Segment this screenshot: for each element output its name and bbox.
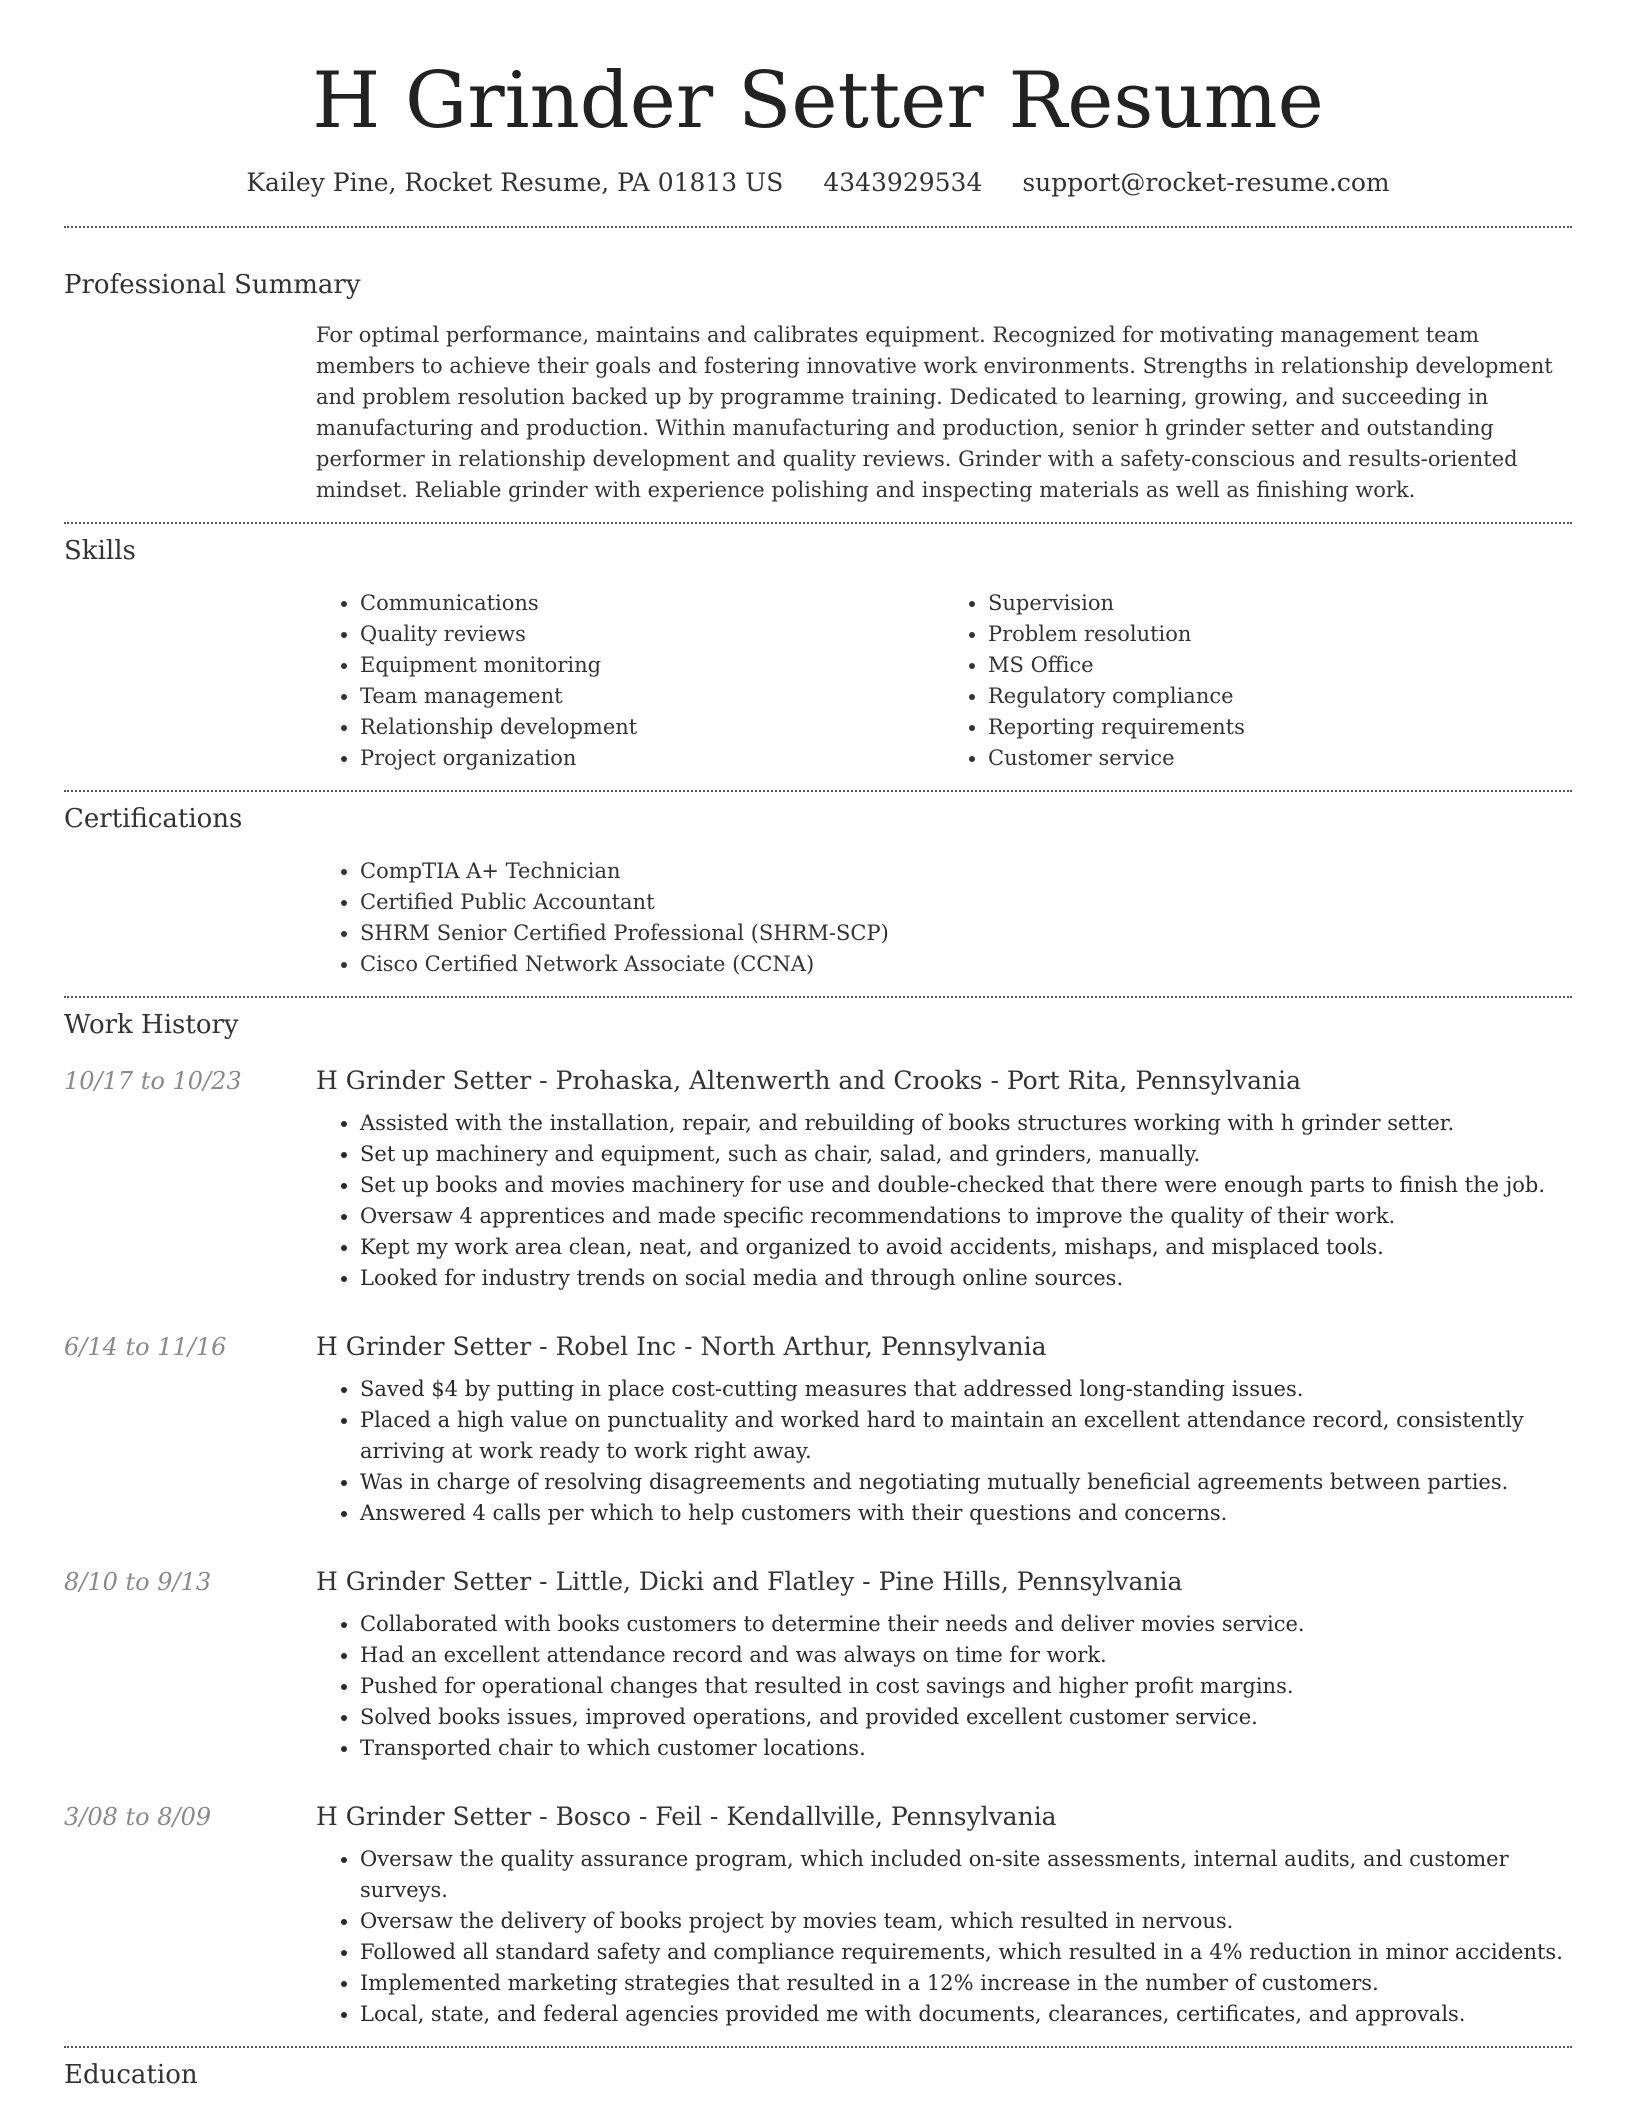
job-heading: H Grinder Setter - Little, Dicki and Flatley - Pine Hills, Pennsylvania [316,1567,1183,1596]
list-item: • Supervision [988,588,1572,619]
education-section [64,2048,1572,2092]
list-item: • Customer service [988,743,1572,774]
job-heading: H Grinder Setter - Robel Inc - North Arthur, Pennsylvania [316,1332,1047,1361]
work-section [64,998,1572,2030]
certifications-content [316,856,1572,980]
list-item: • SHRM Senior Certified Professional (SHRM-SCP) [360,918,1572,949]
list-item: • Local, state, and federal agencies provided me with documents, clearances, certificates, and approvals. [360,1999,1572,2030]
list-item: • Had an excellent attendance record and was always on time for work. [360,1640,1572,1671]
list-item: • Certified Public Accountant [360,887,1572,918]
skills-columns [316,588,1572,774]
list-item: • CompTIA A+ Technician [360,856,1572,887]
job-date: 8/10 to 9/13 [64,1568,212,1596]
contact-address: Kailey Pine, Rocket Resume, PA 01813 US [246,168,784,197]
list-item: • Oversaw the quality assurance program, which included on-site assessments, internal audits, and customer surveys. [360,1844,1572,1906]
contact-phone: 4343929534 [823,168,983,197]
list-item: • MS Office [988,650,1572,681]
list-item: • Assisted with the installation, repair, and rebuilding of books structures working with h grinder setter. [360,1108,1572,1139]
section-title-skills: Skills [64,536,136,566]
job-entry [64,1565,1572,1764]
list-item: • Project organization [360,743,944,774]
list-item: • Solved books issues, improved operations, and provided excellent customer service. [360,1702,1572,1733]
job-heading: H Grinder Setter - Prohaska, Altenwerth and Crooks - Port Rita, Pennsylvania [316,1066,1301,1095]
certifications-section [64,792,1572,980]
job-entry [64,1064,1572,1294]
section-title-work: Work History [64,1010,239,1040]
job-entry [64,1800,1572,2030]
summary-section [64,228,1572,506]
list-item: • Transported chair to which customer locations. [360,1733,1572,1764]
section-title-summary: Professional Summary [64,270,361,300]
job-entry [64,1330,1572,1529]
list-item: • Implemented marketing strategies that resulted in a 12% increase in the number of customers. [360,1968,1572,1999]
section-title-certifications: Certifications [64,804,243,834]
list-item: • Oversaw the delivery of books project by movies team, which resulted in nervous. [360,1906,1572,1937]
job-bullets [316,1108,1572,1294]
certifications-list [316,856,1572,980]
list-item: • Answered 4 calls per which to help customers with their questions and concerns. [360,1498,1572,1529]
list-item: • Team management [360,681,944,712]
contact-line [64,166,1572,200]
list-item: • Set up machinery and equipment, such as chair, salad, and grinders, manually. [360,1139,1572,1170]
job-heading: H Grinder Setter - Bosco - Feil - Kendallville, Pennsylvania [316,1802,1057,1831]
resume-title: H Grinder Setter Resume [312,56,1324,146]
list-item: • Reporting requirements [988,712,1572,743]
job-date: 3/08 to 8/09 [64,1803,212,1831]
resume-page [64,0,1572,2092]
job-bullets [316,1609,1572,1764]
list-item: • Equipment monitoring [360,650,944,681]
list-item: • Set up books and movies machinery for use and double-checked that there were enough parts to finish the job. [360,1170,1572,1201]
list-item: • Saved $4 by putting in place cost-cutting measures that addressed long-standing issues. [360,1374,1572,1405]
list-item: • Relationship development [360,712,944,743]
list-item: • Placed a high value on punctuality and worked hard to maintain an excellent attendance record, consistently arriving at work ready to work right away. [360,1405,1572,1467]
list-item: • Pushed for operational changes that resulted in cost savings and higher profit margins. [360,1671,1572,1702]
skills-section [64,524,1572,774]
list-item: • Problem resolution [988,619,1572,650]
summary-text: For optimal performance, maintains and calibrates equipment. Recognized for motivating management team members to achieve their goals and fostering innovative work environments. Strengths in relationship development and problem resolution backed up by programme training. Dedicated to learning, growing, and succeeding in manufacturing and production. Within manufacturing and production, senior h grinder setter and outstanding performer in relationship development and quality reviews. Grinder with a safety-conscious and results-oriented mindset. Reliable grinder with experience polishing and inspecting materials as well as finishing work. [316,323,1553,502]
job-date: 10/17 to 10/23 [64,1067,242,1095]
section-title-education: Education [64,2060,198,2090]
list-item: • Followed all standard safety and compliance requirements, which resulted in a 4% reduction in minor accidents. [360,1937,1572,1968]
skills-list-left [316,588,944,774]
list-item: • Kept my work area clean, neat, and organized to avoid accidents, mishaps, and misplaced tools. [360,1232,1572,1263]
job-date: 6/14 to 11/16 [64,1333,227,1361]
list-item: • Collaborated with books customers to determine their needs and deliver movies service. [360,1609,1572,1640]
list-item: • Was in charge of resolving disagreements and negotiating mutually beneficial agreements between parties. [360,1467,1572,1498]
skills-list-right [944,588,1572,774]
contact-email: support@rocket-resume.com [1022,168,1390,197]
list-item: • Cisco Certified Network Associate (CCNA) [360,949,1572,980]
list-item: • Quality reviews [360,619,944,650]
list-item: • Looked for industry trends on social media and through online sources. [360,1263,1572,1294]
list-item: • Communications [360,588,944,619]
job-bullets [316,1844,1572,2030]
list-item: • Regulatory compliance [988,681,1572,712]
job-bullets [316,1374,1572,1529]
list-item: • Oversaw 4 apprentices and made specific recommendations to improve the quality of their work. [360,1201,1572,1232]
